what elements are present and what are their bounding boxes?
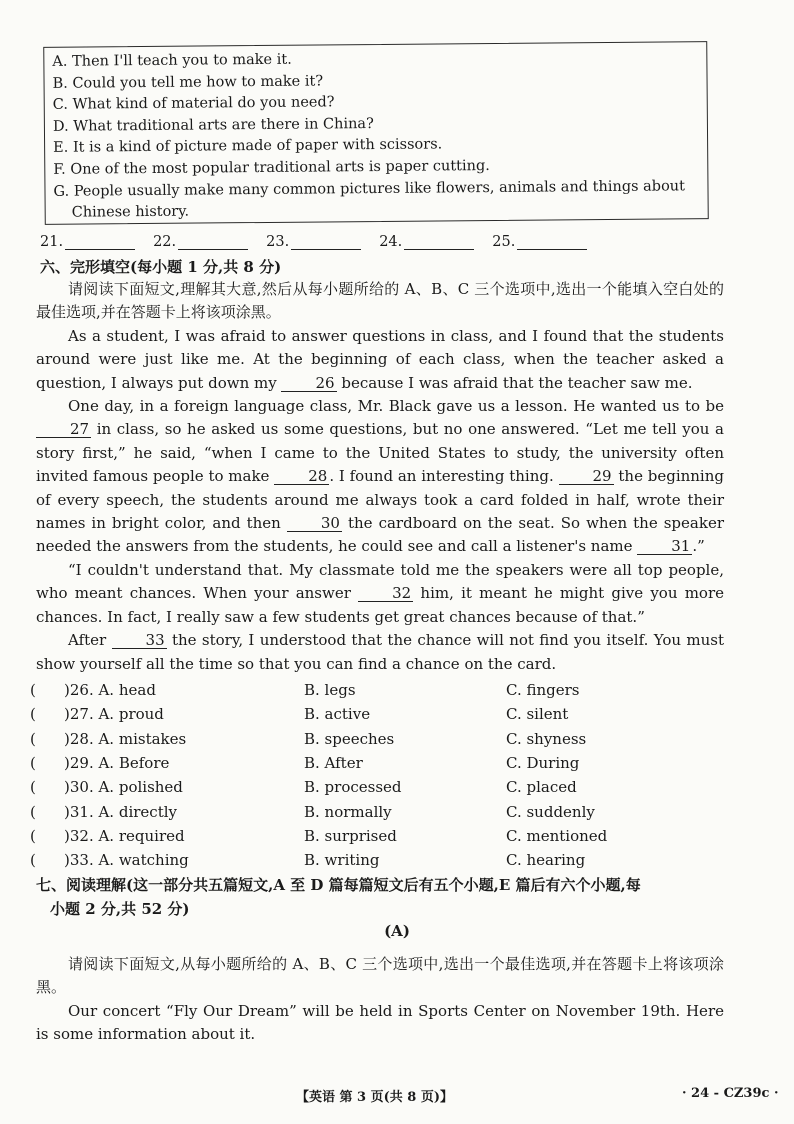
option-c: C. fingers: [506, 681, 580, 700]
question-row: [30, 799, 730, 823]
passage-a-heading: (A): [384, 922, 410, 940]
section7-title: 七、阅读理解(这一部分共五篇短文,A 至 D 篇每篇短文后有五个小题,E 篇后有六个小题,每 小题 2 分,共 52 分): [36, 876, 641, 918]
question-row: [30, 702, 730, 726]
option-a: )26. A. head: [64, 681, 156, 700]
answer-bracket[interactable]: (: [30, 826, 36, 845]
option-a: )29. A. Before: [64, 754, 170, 773]
answer-blank-25[interactable]: 25.: [492, 234, 587, 250]
option-c: C. mentioned: [506, 826, 608, 845]
question-options: [30, 678, 730, 872]
answer-blank-23[interactable]: 23.: [266, 234, 361, 250]
option-b: B. normally: [304, 802, 392, 821]
answer-bracket[interactable]: (: [30, 778, 36, 797]
blank-33[interactable]: 33: [112, 632, 167, 649]
option-c: C. shyness: [506, 729, 587, 748]
option-c: C. hearing: [506, 851, 586, 870]
section7-instruction: 请阅读下面短文,从每小题所给的 A、B、C 三个选项中,选出一个最佳选项,并在答题卡上将该项涂黑。: [36, 955, 724, 997]
blank-30[interactable]: 30: [287, 515, 342, 532]
answer-bracket[interactable]: (: [30, 851, 36, 870]
option-a: )30. A. polished: [64, 778, 183, 797]
option-c: C. During: [506, 754, 580, 773]
answer-blank-22[interactable]: 22.: [153, 234, 248, 250]
choice-box: [43, 41, 709, 225]
section6-title: 六、完形填空(每小题 1 分,共 8 分): [40, 258, 282, 276]
question-row: [30, 775, 730, 799]
answer-blank-24[interactable]: 24.: [379, 234, 474, 250]
option-a: )31. A. directly: [64, 802, 177, 821]
blank-28[interactable]: 28: [274, 468, 329, 485]
blank-32[interactable]: 32: [358, 585, 413, 602]
option-b: B. surprised: [304, 826, 397, 845]
answer-bracket[interactable]: (: [30, 729, 36, 748]
option-c: C. suddenly: [506, 802, 595, 821]
answer-bracket[interactable]: (: [30, 754, 36, 773]
answer-blanks: [40, 234, 605, 250]
choice-d: D. What traditional arts are there in China?: [52, 115, 374, 135]
option-a: )27. A. proud: [64, 705, 164, 724]
section6-instruction: 请阅读下面短文,理解其大意,然后从每小题所给的 A、B、C 三个选项中,选出一个能填入空白处的最佳选项,并在答题卡上将该项涂黑。: [36, 280, 724, 322]
question-row: [30, 751, 730, 775]
paragraph-3: “I couldn't understand that. My classmate told me the speakers were all top people, who meant chances. When your answer 32 him, it meant he might give you more chances. In fact, I really saw a few students get great chances because of that.”: [36, 560, 725, 626]
answer-blank-21[interactable]: 21.: [40, 234, 135, 250]
choice-a: A. Then I'll teach you to make it.: [52, 51, 292, 70]
option-b: B. After: [304, 754, 363, 773]
answer-bracket[interactable]: (: [30, 705, 36, 724]
question-row: [30, 727, 730, 751]
option-a: )28. A. mistakes: [64, 729, 187, 748]
blank-31[interactable]: 31: [637, 538, 692, 555]
concert-intro: Our concert “Fly Our Dream” will be held in Sports Center on November 19th. Here is some information about it.: [36, 1001, 724, 1044]
section6-passage: [36, 278, 724, 676]
paragraph-4: After 33 the story, I understood that the chance will not find you itself. You must show yourself all the time so that you can find a chance on the card.: [36, 631, 724, 673]
page-number: 【英语 第 3 页(共 8 页)】: [296, 1090, 454, 1105]
paragraph-2: One day, in a foreign language class, Mr. Black gave us a lesson. He wanted us to be 27 in class, so he asked us some questions, but no one answered. “Let me tell you a story first,” he said, “when I came to the United States to study, the university often invited famous people to make 28 . I found an interesting thing. 29 the beginning of every speech, the students around me always took a card folded in half, wrote their names in bright color, and then 30 the cardboard on the seat. So when the speaker needed the answers from the students, he could see and call a listener's name 31 .”: [36, 397, 724, 556]
blank-29[interactable]: 29: [559, 468, 614, 485]
paragraph-1: As a student, I was afraid to answer questions in class, and I found that the students around were just like me. At the beginning of each class, when the teacher asked a question, I always put down my 26 because I was afraid that the teacher saw me.: [36, 326, 724, 392]
option-b: B. processed: [304, 778, 402, 797]
blank-26[interactable]: 26: [281, 375, 336, 392]
choice-g-cont: Chinese history.: [71, 203, 190, 221]
question-row: [30, 678, 730, 702]
option-a: )33. A. watching: [64, 851, 189, 870]
option-b: B. writing: [304, 851, 380, 870]
answer-bracket[interactable]: (: [30, 802, 36, 821]
option-b: B. active: [304, 705, 371, 724]
answer-bracket[interactable]: (: [30, 681, 36, 700]
choice-b: B. Could you tell me how to make it?: [52, 73, 324, 92]
option-c: C. silent: [506, 705, 569, 724]
section7-passage: [36, 953, 724, 1047]
blank-27[interactable]: 27: [36, 421, 91, 438]
option-a: )32. A. required: [64, 826, 185, 845]
option-c: C. placed: [506, 778, 577, 797]
option-b: B. speeches: [304, 729, 395, 748]
choice-c: C. What kind of material do you need?: [52, 94, 335, 114]
choice-g: G. People usually make many common pictures like flowers, animals and things about: [53, 177, 686, 200]
option-b: B. legs: [304, 681, 356, 700]
question-row: [30, 848, 730, 872]
choice-f: F. One of the most popular traditional arts is paper cutting.: [53, 157, 490, 178]
exam-code: · 24 - CZ39c ·: [682, 1086, 779, 1101]
choice-e: E. It is a kind of picture made of paper with scissors.: [53, 136, 443, 157]
question-row: [30, 824, 730, 848]
